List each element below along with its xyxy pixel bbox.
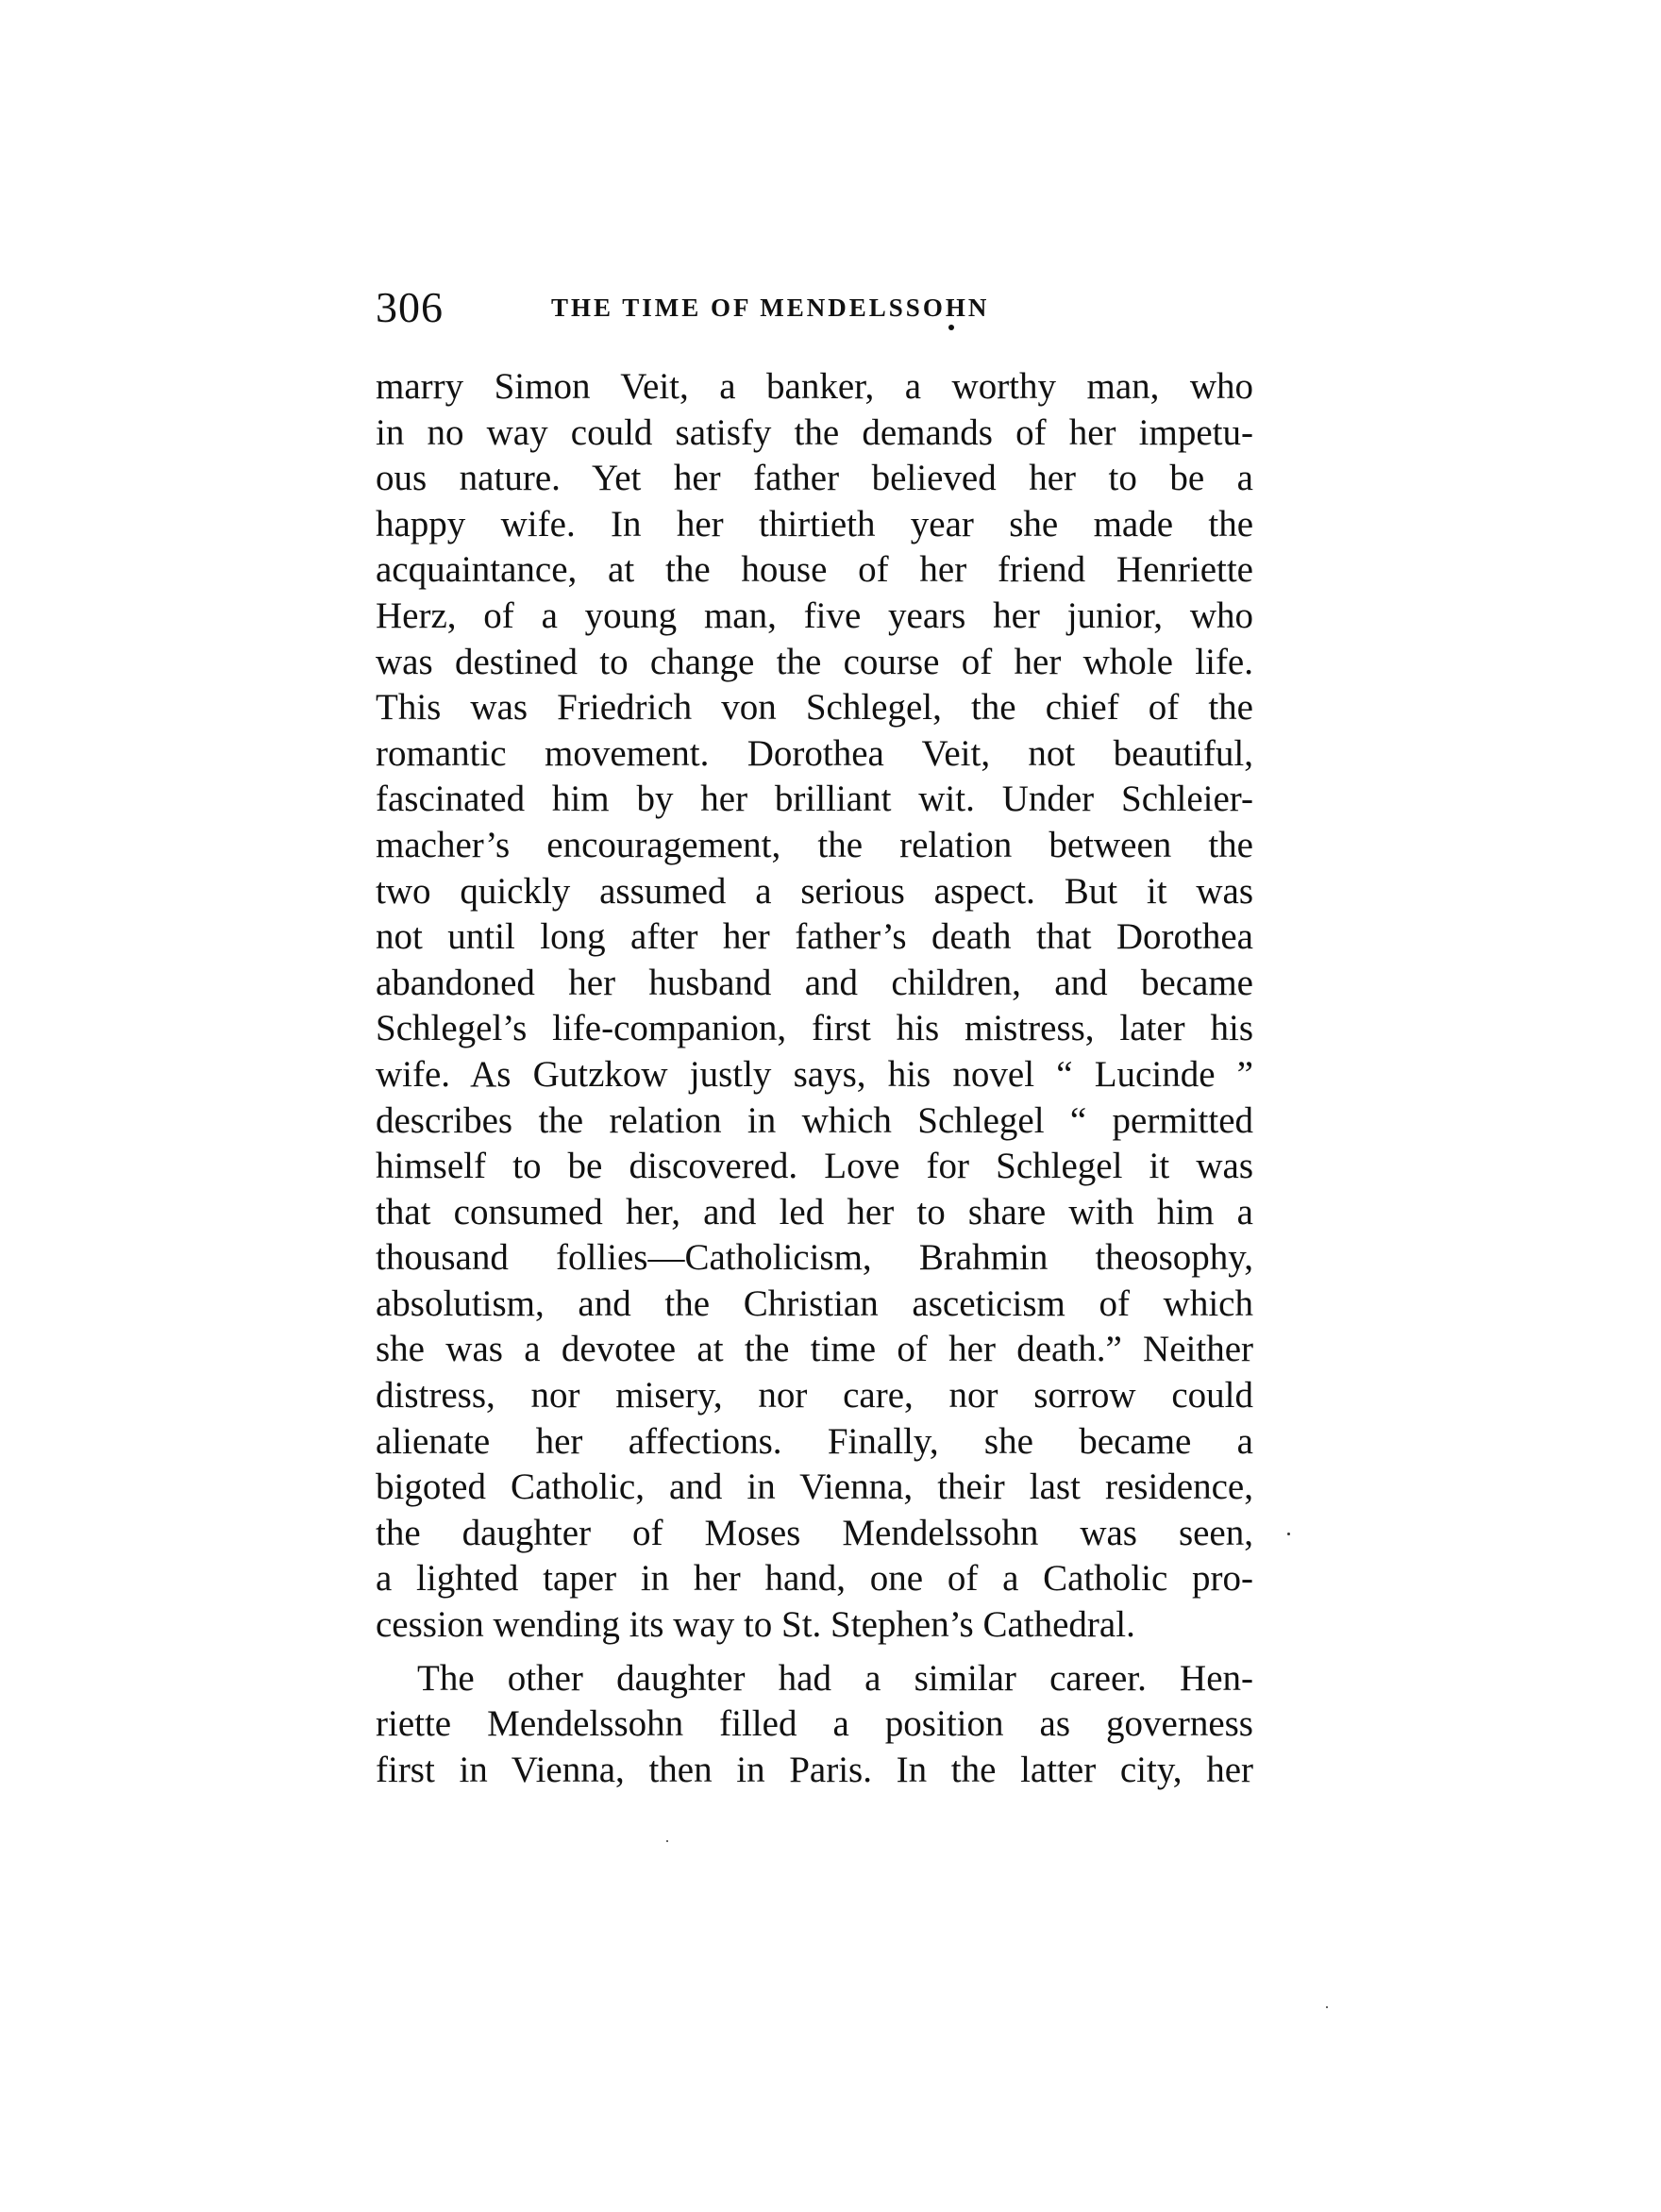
text-line: The other daughter had a similar career. Hen- [417, 1657, 1253, 1699]
text-line: Herz, of a young man, five years her junior, who [376, 595, 1253, 636]
text-line: macher’s encouragement, the relation between the [376, 824, 1253, 865]
text-line: that consumed her, and led her to share with him a [376, 1191, 1253, 1232]
text-line: Schlegel’s life-companion, first his mistress, later his [376, 1008, 1253, 1049]
text-line: the daughter of Moses Mendelssohn was seen, [376, 1512, 1253, 1553]
print-speck [948, 325, 954, 330]
text-line: distress, nor misery, nor care, nor sorrow could [376, 1375, 1253, 1416]
text-line: marry Simon Veit, a banker, a worthy man, who [376, 366, 1253, 407]
paragraph-2 [376, 1656, 1253, 1794]
text-line: not until long after her father’s death that Dorothea [376, 916, 1253, 958]
text-line: cession wending its way to St. Stephen’s Cathedral. [376, 1604, 1135, 1646]
text-line: romantic movement. Dorothea Veit, not beautiful, [376, 732, 1253, 774]
paragraph-gap [376, 1649, 1253, 1656]
text-line: riette Mendelssohn filled a position as governess [376, 1703, 1253, 1745]
text-line: alienate her affections. Finally, she became a [376, 1420, 1253, 1462]
text-line: she was a devotee at the time of her death.” Neither [376, 1329, 1253, 1370]
text-line: happy wife. In her thirtieth year she made the [376, 503, 1253, 545]
text-line: acquaintance, at the house of her friend Henriette [376, 549, 1253, 591]
text-line: himself to be discovered. Love for Schlegel it was [376, 1146, 1253, 1187]
text-line: bigoted Catholic, and in Vienna, their last residence, [376, 1466, 1253, 1508]
text-line: absolutism, and the Christian asceticism of which [376, 1282, 1253, 1324]
text-line: ous nature. Yet her father believed her to be a [376, 458, 1253, 499]
text-line: two quickly assumed a serious aspect. But it was [376, 870, 1253, 912]
body-text [376, 364, 1253, 1793]
text-line: was destined to change the course of her whole life. [376, 641, 1253, 682]
print-speck [1326, 2006, 1328, 2008]
text-line: in no way could satisfy the demands of her impetu- [376, 411, 1253, 453]
running-head [376, 281, 1263, 334]
text-line: describes the relation in which Schlegel “ permitted [376, 1099, 1253, 1141]
text-line: fascinated him by her brilliant wit. Under Schleier- [376, 779, 1253, 820]
print-speck [1287, 1533, 1290, 1535]
text-line: thousand follies—Catholicism, Brahmin theosophy, [376, 1237, 1253, 1279]
paragraph-1 [376, 364, 1253, 1649]
page-number: 306 [376, 283, 444, 331]
text-line: first in Vienna, then in Paris. In the latter city, her [376, 1749, 1253, 1790]
text-line: a lighted taper in her hand, one of a Catholic pro- [376, 1558, 1253, 1600]
text-line: abandoned her husband and children, and became [376, 962, 1253, 1003]
text-line: This was Friedrich von Schlegel, the chief of the [376, 687, 1253, 729]
print-speck [666, 1840, 668, 1842]
text-line: wife. As Gutzkow justly says, his novel “ Lucinde ” [376, 1053, 1253, 1095]
running-title: THE TIME OF MENDELSSOHN [551, 293, 990, 322]
